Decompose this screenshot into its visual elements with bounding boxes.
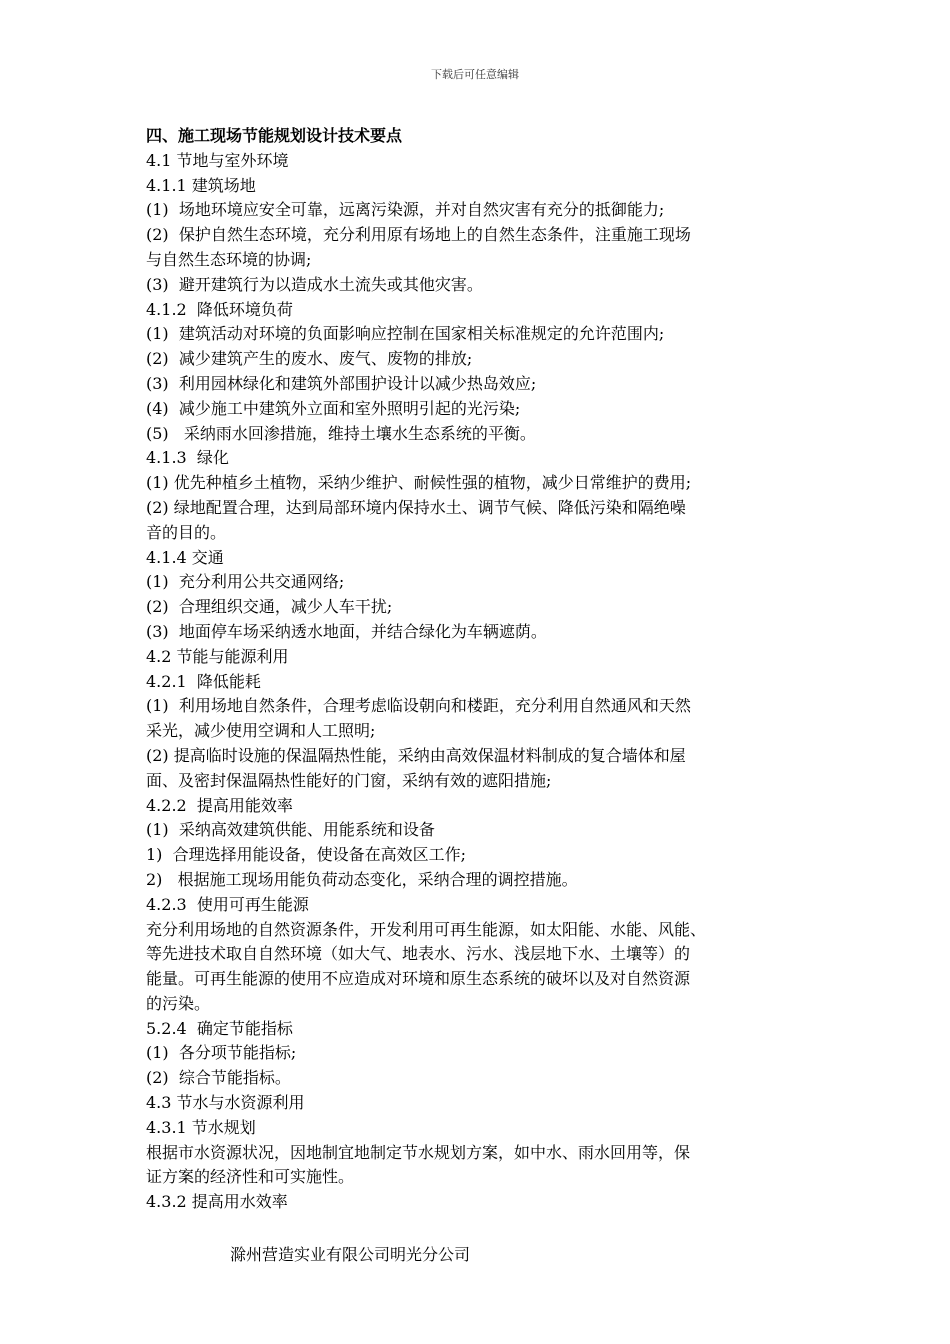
text-line: 面、及密封保温隔热性能好的门窗，采纳有效的遮阳措施;	[146, 770, 552, 790]
text-line: 的污染。	[146, 993, 211, 1013]
text-line: 4.3.2 提高用水效率	[146, 1192, 288, 1212]
text-line: 1) 合理选择用能设备，使设备在高效区工作;	[146, 845, 466, 865]
text-line: 4.1.4 交通	[146, 547, 224, 567]
text-line: 4.1.2 降低环境负荷	[146, 299, 293, 319]
text-line: (4) 减少施工中建筑外立面和室外照明引起的光污染;	[146, 398, 521, 418]
text-line: 4.1.1 建筑场地	[146, 175, 256, 195]
text-line: (1) 利用场地自然条件，合理考虑临设朝向和楼距，充分利用自然通风和天然	[146, 696, 691, 716]
text-line: 4.2.1 降低能耗	[146, 671, 261, 691]
text-line: (2) 减少建筑产生的废水、废气、废物的排放;	[146, 349, 473, 369]
text-line: 5.2.4 确定节能指标	[146, 1018, 293, 1038]
document-body	[146, 124, 826, 1215]
text-line: 根据市水资源状况，因地制宜地制定节水规划方案，如中水、雨水回用等，保	[146, 1142, 691, 1162]
text-line: 音的目的。	[146, 522, 227, 542]
text-line: (2) 综合节能指标。	[146, 1068, 291, 1088]
text-line: 4.3 节水与水资源利用	[146, 1093, 305, 1113]
text-line: (5) 采纳雨水回渗措施，维持土壤水生态系统的平衡。	[146, 423, 536, 443]
text-line: (1) 建筑活动对环境的负面影响应控制在国家相关标准规定的允许范围内;	[146, 324, 665, 344]
text-line: 4.2.3 使用可再生能源	[146, 894, 309, 914]
text-line: 4.1 节地与室外环境	[146, 150, 289, 170]
text-line: (1) 充分利用公共交通网络;	[146, 572, 345, 592]
text-line: (2) 保护自然生态环境，充分利用原有场地上的自然生态条件，注重施工现场	[146, 225, 691, 245]
text-line: (2) 合理组织交通，减少人车干扰;	[146, 597, 393, 617]
text-line: (1) 采纳高效建筑供能、用能系统和设备	[146, 820, 435, 840]
text-line: 4.1.3 绿化	[146, 448, 229, 468]
footer-company-name: 滁州营造实业有限公司明光分公司	[230, 1245, 471, 1264]
section-heading: 四、施工现场节能规划设计技术要点	[146, 126, 403, 145]
header-note: 下载后可任意编辑	[431, 68, 519, 81]
text-line: (3) 地面停车场采纳透水地面，并结合绿化为车辆遮荫。	[146, 621, 547, 641]
text-line: 等先进技术取自自然环境（如大气、地表水、污水、浅层地下水、土壤等）的	[146, 944, 691, 964]
text-line: (2) 提高临时设施的保温隔热性能，采纳由高效保温材料制成的复合墙体和屋	[146, 745, 686, 765]
text-line: 与自然生态环境的协调;	[146, 249, 312, 269]
text-line: 4.3.1 节水规划	[146, 1117, 256, 1137]
text-line: (1) 优先种植乡土植物，采纳少维护、耐候性强的植物，减少日常维护的费用;	[146, 473, 692, 493]
text-line: 采光，减少使用空调和人工照明;	[146, 721, 376, 741]
text-line: 4.2 节能与能源利用	[146, 646, 289, 666]
text-line: (3) 避开建筑行为以造成水土流失或其他灾害。	[146, 274, 483, 294]
text-line: (1) 场地环境应安全可靠，远离污染源，并对自然灾害有充分的抵御能力;	[146, 200, 665, 220]
text-line: 2) 根据施工现场用能负荷动态变化，采纳合理的调控措施。	[146, 869, 578, 889]
text-line: 4.2.2 提高用能效率	[146, 795, 293, 815]
text-line: (2) 绿地配置合理，达到局部环境内保持水土、调节气候、降低污染和隔绝噪	[146, 497, 686, 517]
text-line: 能量。可再生能源的使用不应造成对环境和原生态系统的破坏以及对自然资源	[146, 969, 691, 989]
text-line: 充分利用场地的自然资源条件，开发利用可再生能源，如太阳能、水能、风能、	[146, 919, 707, 939]
text-line: (3) 利用园林绿化和建筑外部围护设计以减少热岛效应;	[146, 373, 537, 393]
text-line: 证方案的经济性和可实施性。	[146, 1167, 355, 1187]
text-line: (1) 各分项节能指标;	[146, 1043, 297, 1063]
